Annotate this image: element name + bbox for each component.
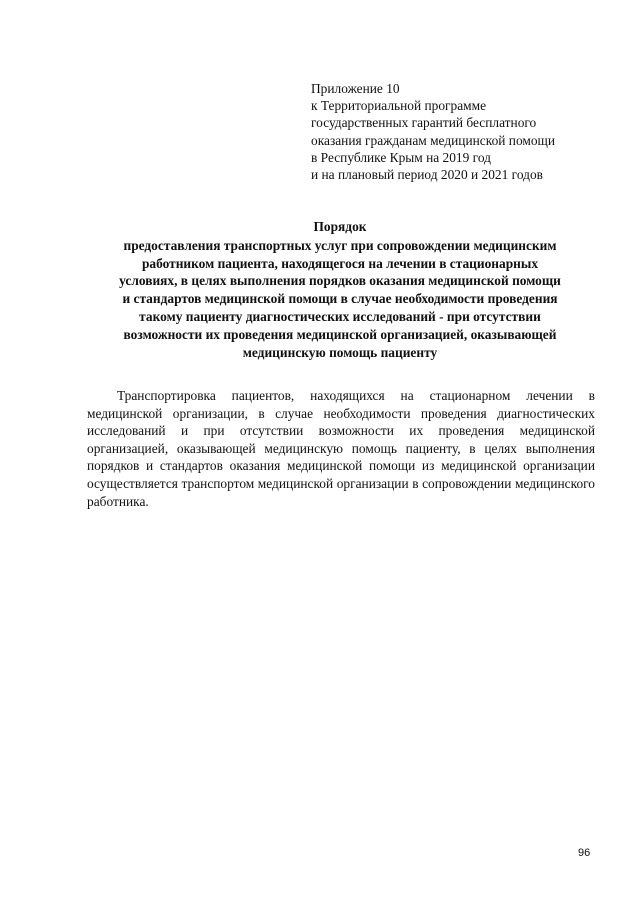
page-number: 96 [578,847,591,859]
appendix-line: оказания гражданам медицинской помощи [311,132,556,148]
title-line: работником пациента, находящегося на лечении в стационарных [141,255,539,271]
title-line: условиях, в целях выполнения порядков оказания медицинской помощи [119,273,561,289]
title-line: возможности их проведения медицинской организацией, оказывающей [123,326,557,342]
title-line: предоставления транспортных услуг при сопровождении медицинским [123,237,557,253]
appendix-line: государственных гарантий бесплатного [311,115,537,131]
appendix-header [311,80,611,183]
body-paragraph: Транспортировка пациентов, находящихся на стационарном лечении в медицинской организации, в случае необходимости проведения диагностических исследований и при отсутствии возможности их проведения медицинской организацией, оказывающей медицинскую помощь пациенту, в целях выполнения порядков и стандартов оказания медицинской помощи из медицинской организации осуществляется транспортом медицинской организации в сопровождении медицинского работника. [87,388,595,509]
appendix-line: Приложение 10 [311,81,400,96]
appendix-line: и на плановый период 2020 и 2021 годов [311,167,543,183]
title-line: такому пациенту диагностических исследований - при отсутствии [139,308,541,324]
title-line: и стандартов медицинской помощи в случае необходимости проведения [122,291,558,307]
title-main: Порядок [313,219,367,234]
appendix-line: к Территориальной программе [311,98,487,114]
title-line: медицинскую помощь пациенту [242,344,438,360]
document-title [80,218,600,361]
appendix-line: в Республике Крым на 2019 год [311,149,491,165]
